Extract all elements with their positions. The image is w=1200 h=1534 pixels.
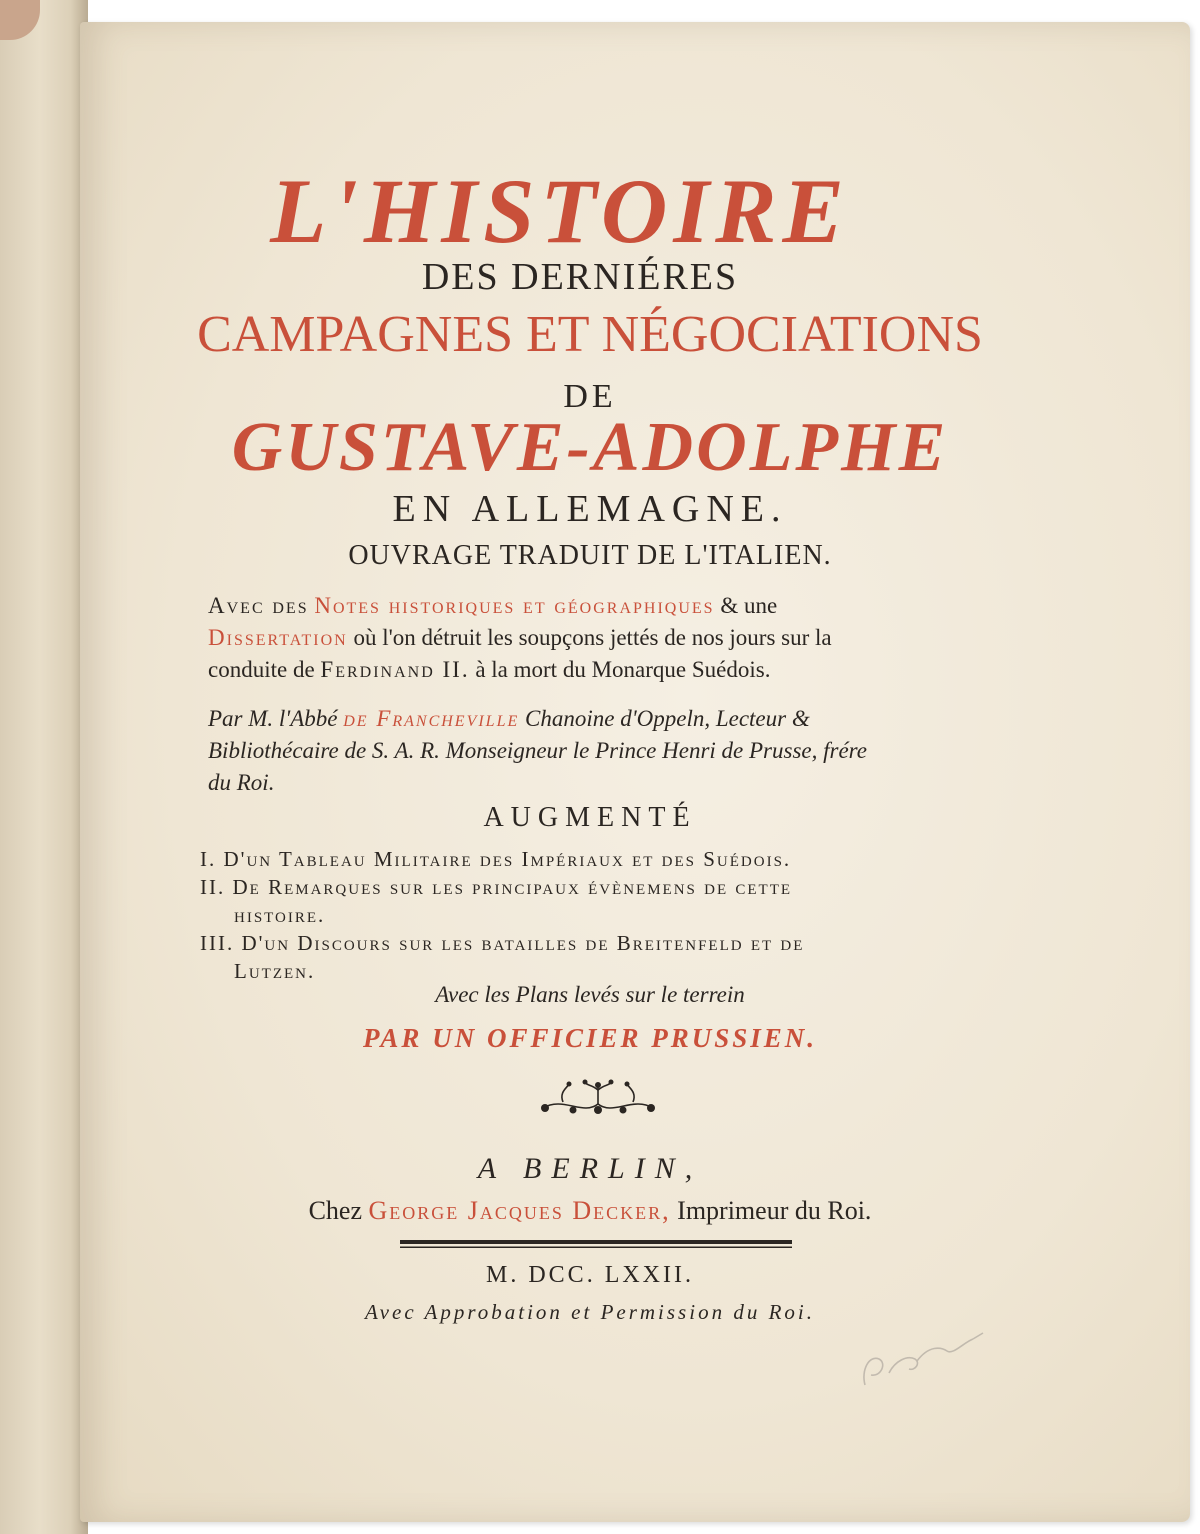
pencil-signature xyxy=(855,1325,995,1395)
augmentations-list xyxy=(200,845,1040,985)
plans-line: Avec les Plans levés sur le terrein xyxy=(435,982,745,1007)
text-conduite: conduite de xyxy=(208,657,315,682)
officier-line: PAR UN OFFICIER PRUSSIEN. xyxy=(362,1023,818,1053)
text-notes: Notes historiques et géographiques xyxy=(314,593,715,618)
text-ou-lon: où l'on détruit les soupçons jettés de nos jours sur la xyxy=(353,625,832,650)
double-rule xyxy=(400,1240,792,1249)
notes-line-3 xyxy=(208,654,1038,686)
main-title: L'HISTOIRE xyxy=(270,160,850,262)
text-avec: Avec des xyxy=(208,593,309,618)
floral-ornament-icon xyxy=(533,1076,663,1126)
text-et-une: & une xyxy=(720,593,778,618)
notes-paragraph xyxy=(208,590,1038,686)
text-dissertation: Dissertation xyxy=(208,625,348,650)
author-line-1 xyxy=(208,703,1038,735)
notes-line-1 xyxy=(208,590,1038,622)
author-line-2: Bibliothécaire de S. A. R. Monseigneur le Prince Henri de Prusse, frére xyxy=(208,738,867,763)
subtitle-en-allemagne: EN ALLEMAGNE. xyxy=(392,488,788,530)
notes-line-2 xyxy=(208,622,1038,654)
text-mort: à la mort du Monarque Suédois. xyxy=(475,657,771,682)
subtitle-ouvrage: OUVRAGE TRADUIT DE L'ITALIEN. xyxy=(348,540,832,571)
author-line-3: du Roi. xyxy=(208,770,275,795)
list-item: III. D'un Discours sur les batailles de Breitenfeld et de xyxy=(200,931,805,955)
subtitle-gustave-adolphe: GUSTAVE-ADOLPHE xyxy=(231,409,949,486)
list-item-continuation: histoire. xyxy=(234,903,326,927)
printer-line xyxy=(180,1196,1000,1226)
augmente-heading: AUGMENTÉ xyxy=(483,802,697,833)
approbation-line: Avec Approbation et Permission du Roi. xyxy=(365,1300,815,1324)
subtitle-de: DE xyxy=(563,378,617,415)
author-paragraph xyxy=(208,703,1038,799)
text-imprimeur: Imprimeur du Roi. xyxy=(677,1196,872,1225)
subtitle-des-dernieres: DES DERNIÉRES xyxy=(421,256,739,298)
text-chanoine: Chanoine d'Oppeln, Lecteur & xyxy=(525,706,810,731)
place-line: A BERLIN, xyxy=(477,1152,703,1185)
text-chez: Chez xyxy=(308,1196,362,1225)
text-francheville: de Francheville xyxy=(343,706,520,731)
text-par-abbe: Par M. l'Abbé xyxy=(208,706,338,731)
date-line: M. DCC. LXXII. xyxy=(486,1262,694,1288)
list-item: II. De Remarques sur les principaux évènemens de cette xyxy=(200,875,793,899)
list-item-continuation: Lutzen. xyxy=(234,959,316,983)
text-ferdinand: Ferdinand II. xyxy=(320,657,470,682)
text-printer-name: George Jacques Decker, xyxy=(368,1196,671,1225)
subtitle-campagnes: CAMPAGNES ET NÉGOCIATIONS xyxy=(197,306,983,363)
list-item: I. D'un Tableau Militaire des Impériaux et des Suédois. xyxy=(200,847,792,871)
